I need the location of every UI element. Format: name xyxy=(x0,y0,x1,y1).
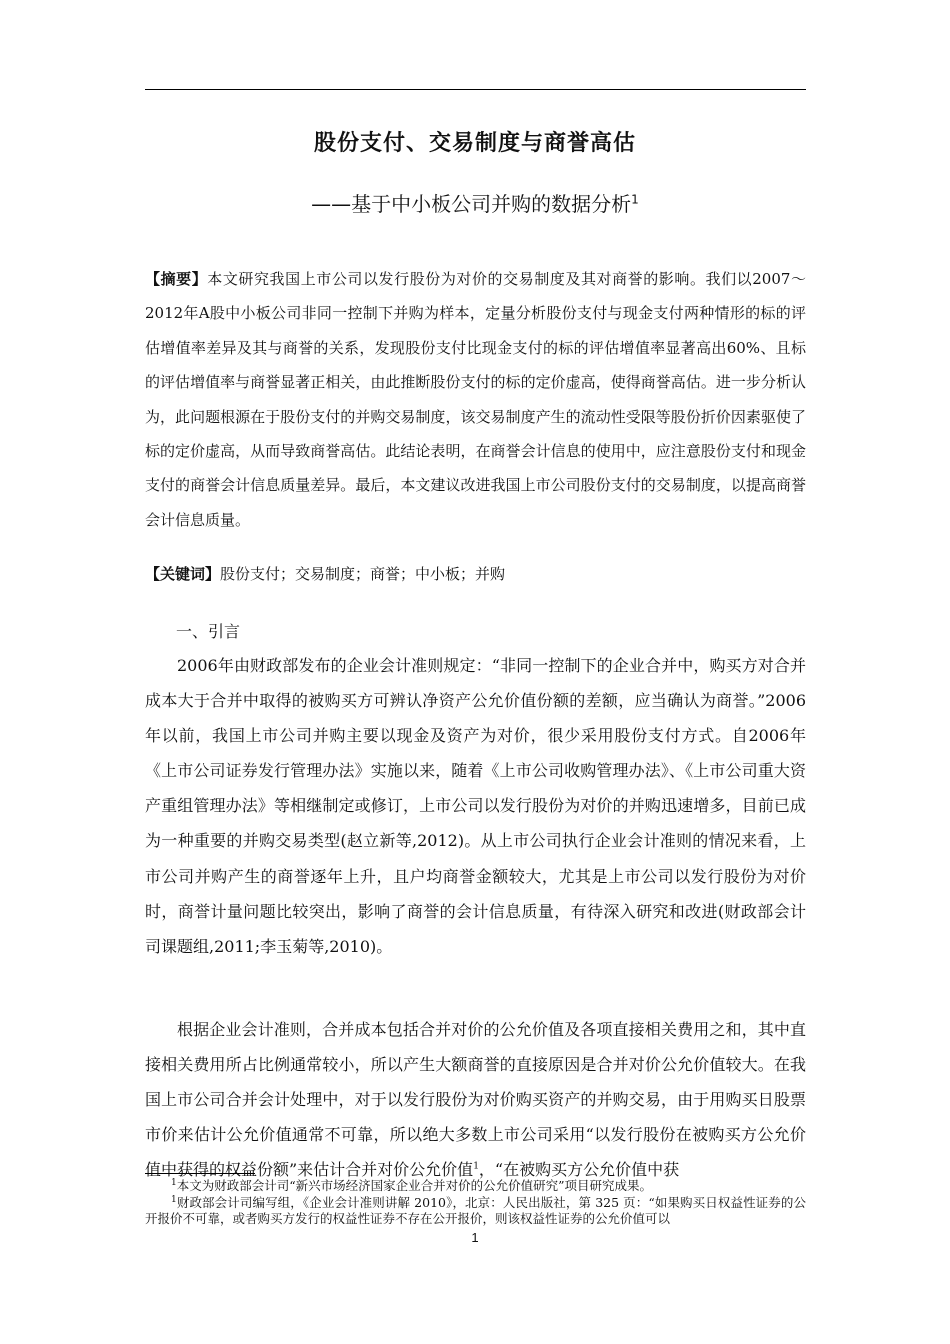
abstract-text: 本文研究我国上市公司以发行股份为对价的交易制度及其对商誉的影响。我们以2007～2012年A股中小板公司非同一控制下并购为样本，定量分析股份支付与现金支付两种情形的标的评估增值率差异及其与商誉的关系，发现股份支付比现金支付的标的评估增值率显著高出60%、且标的评估增值率与商誉显著正相关，由此推断股份支付的标的定价虚高，使得商誉高估。进一步分析认为，此问题根源在于股份支付的并购交易制度，该交易制度产生的流动性受限等股份折价因素驱使了标的定价虚高，从而导致商誉高估。此结论表明，在商誉会计信息的使用中，应注意股份支付和现金支付的商誉会计信息质量差异。最后，本文建议改进我国上市公司股份支付的交易制度，以提高商誉会计信息质量。 xyxy=(145,270,806,529)
paragraph2-text-after: ，“在被购买方公允价值中获 xyxy=(478,1160,680,1180)
footnote-1-text: 本文为财政部会计司“新兴市场经济国家企业合并对价的公允价值研究”项目研究成果。 xyxy=(176,1178,653,1193)
keywords xyxy=(145,562,806,586)
paper-title: 股份支付、交易制度与商誉高估 xyxy=(313,131,636,156)
footnote-2-text: 财政部会计司编写组，《企业会计准则讲解 2010》，北京：人民出版社，第 325 页：“如果购买日权益性证券的公开报价不可靠，或者购买方发行的权益性证券不存在公开报价，则该权益性证券的公允价值可以 xyxy=(145,1195,806,1226)
page-number: 1 xyxy=(471,1230,479,1245)
footnote-1-mark: 1 xyxy=(171,1177,177,1188)
abstract xyxy=(145,262,806,537)
abstract-label: 【摘要】 xyxy=(145,270,208,288)
paper-subtitle xyxy=(0,188,950,217)
paragraph2-footnote-mark[interactable]: 1 xyxy=(473,1162,479,1173)
footnote-2-mark: 1 xyxy=(171,1194,177,1205)
header-rule xyxy=(145,89,806,90)
subtitle-text: ——基于中小板公司并购的数据分析 xyxy=(311,192,632,216)
footnote-2 xyxy=(145,1195,806,1226)
footnote-1 xyxy=(145,1178,806,1194)
keywords-label: 【关键词】 xyxy=(145,565,221,583)
subtitle-footnote-mark[interactable]: 1 xyxy=(631,192,639,207)
keywords-text: 股份支付；交易制度；商誉；中小板；并购 xyxy=(220,565,506,583)
paragraph2-text-before: 根据企业会计准则，合并成本包括合并对价的公允价值及各项直接相关费用之和，其中直接相关费用所占比例通常较小，所以产生大额商誉的直接原因是合并对价公允价值较大。在我国上市公司合并会计处理中，对于以发行股份为对价购买资产的并购交易，由于用购买日股票市价来估计公允价值通常不可靠，所以绝大多数上市公司采用“以发行股份在被购买方公允价值中获得的权益份额”来估计合并对价公允价值 xyxy=(145,1020,806,1180)
section-heading: 一、引言 xyxy=(176,622,241,641)
footnote-rule xyxy=(145,1173,255,1174)
body-paragraph-1: 2006年由财政部发布的企业会计准则规定：“非同一控制下的企业合并中，购买方对合并成本大于合并中取得的被购买方可辨认净资产公允价值份额的差额，应当确认为商誉。”2006年以前，我国上市公司并购主要以现金及资产为对价，很少采用股份支付方式。自2006年《上市公司证券发行管理办法》实施以来，随着《上市公司收购管理办法》、《上市公司重大资产重组管理办法》等相继制定或修订，上市公司以发行股份为对价的并购迅速增多，目前已成为一种重要的并购交易类型(赵立新等,2012)。从上市公司执行企业会计准则的情况来看，上市公司并购产生的商誉逐年上升，且户均商誉金额较大，尤其是上市公司以发行股份为对价时，商誉计量问题比较突出，影响了商誉的会计信息质量，有待深入研究和改进(财政部会计司课题组,2011;李玉菊等,2010)。 xyxy=(145,656,806,956)
body-paragraph-2 xyxy=(145,1012,806,1187)
